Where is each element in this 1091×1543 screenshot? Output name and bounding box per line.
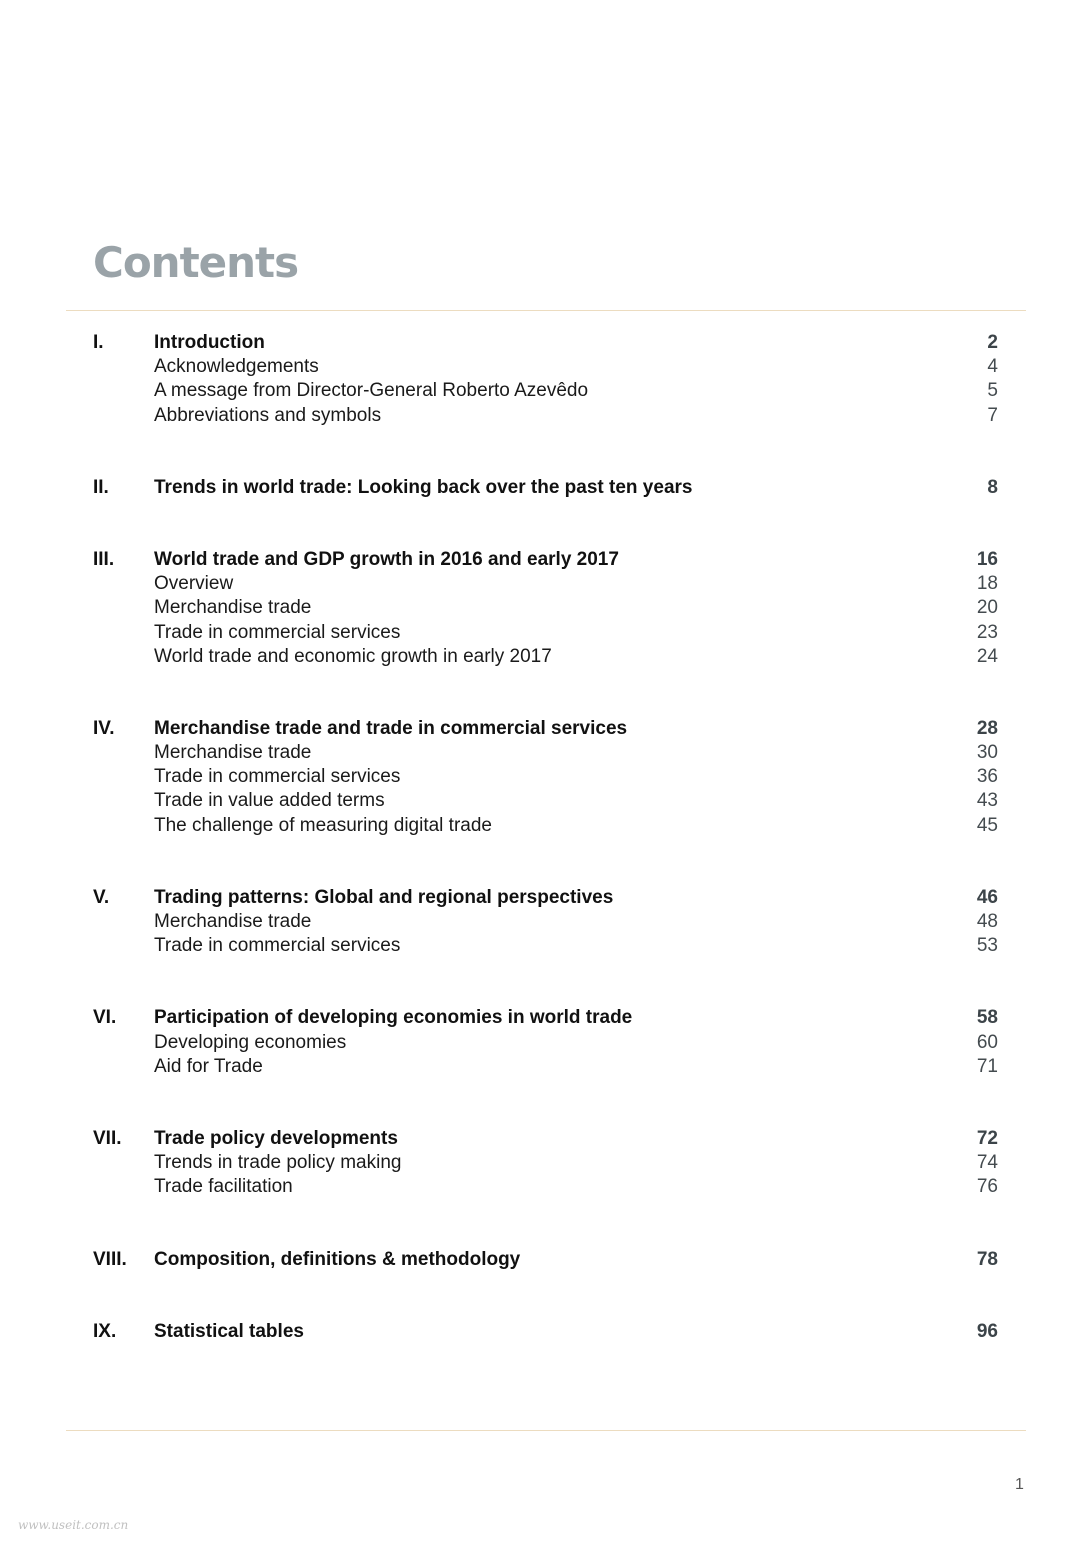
toc-subentry[interactable] <box>93 355 998 379</box>
subentry-page-number: 71 <box>976 1055 998 1077</box>
table-of-contents <box>93 331 998 1392</box>
subentry-title: Overview <box>154 573 234 595</box>
subentry-page-number: 74 <box>976 1152 998 1174</box>
toc-subentry[interactable] <box>93 934 998 958</box>
toc-section <box>93 1320 998 1344</box>
toc-section <box>93 717 998 838</box>
toc-chapter-entry[interactable] <box>93 717 998 741</box>
subentry-title: Trade in commercial services <box>154 766 401 788</box>
subentry-title: World trade and economic growth in early 2017 <box>154 645 552 667</box>
chapter-page-number: 8 <box>987 476 998 498</box>
toc-subentry[interactable] <box>93 1055 998 1079</box>
top-divider <box>66 310 1026 311</box>
toc-subentry[interactable] <box>93 645 998 669</box>
chapter-number: VIII. <box>93 1248 127 1270</box>
chapter-title: Composition, definitions & methodology <box>154 1248 521 1270</box>
chapter-title: Trade policy developments <box>154 1127 398 1149</box>
toc-section <box>93 1006 998 1079</box>
toc-chapter-entry[interactable] <box>93 476 998 500</box>
toc-subentry[interactable] <box>93 404 998 428</box>
subentry-title: The challenge of measuring digital trade <box>154 814 492 836</box>
subentry-title: A message from Director-General Roberto Azevêdo <box>154 380 589 402</box>
chapter-title: Merchandise trade and trade in commercial services <box>154 717 628 739</box>
chapter-page-number: 16 <box>976 548 998 570</box>
subentry-page-number: 60 <box>976 1031 998 1053</box>
subentry-title: Merchandise trade <box>154 597 312 619</box>
subentry-page-number: 7 <box>987 404 998 426</box>
toc-chapter-entry[interactable] <box>93 1006 998 1030</box>
toc-subentry[interactable] <box>93 1031 998 1055</box>
subentry-page-number: 18 <box>976 573 998 595</box>
chapter-title: World trade and GDP growth in 2016 and early 2017 <box>154 548 619 570</box>
toc-chapter-entry[interactable] <box>93 1248 998 1272</box>
subentry-title: Trade in value added terms <box>154 790 385 812</box>
chapter-title: Statistical tables <box>154 1320 304 1342</box>
page-number: 1 <box>1015 1476 1024 1493</box>
subentry-page-number: 45 <box>976 814 998 836</box>
chapter-page-number: 96 <box>976 1320 998 1342</box>
subentry-page-number: 36 <box>976 766 998 788</box>
chapter-page-number: 28 <box>976 717 998 739</box>
toc-subentry[interactable] <box>93 910 998 934</box>
toc-subentry[interactable] <box>93 814 998 838</box>
subentry-title: Merchandise trade <box>154 742 312 764</box>
chapter-number: IV. <box>93 717 115 739</box>
toc-subentry[interactable] <box>93 1175 998 1199</box>
chapter-page-number: 58 <box>976 1007 998 1029</box>
chapter-title: Introduction <box>154 332 265 353</box>
subentry-page-number: 76 <box>976 1176 998 1198</box>
subentry-title: Aid for Trade <box>154 1055 263 1077</box>
subentry-page-number: 5 <box>987 380 998 402</box>
subentry-title: Merchandise trade <box>154 911 312 932</box>
subentry-title: Trade in commercial services <box>154 621 401 643</box>
chapter-number: III. <box>93 548 115 570</box>
toc-subentry[interactable] <box>93 765 998 789</box>
subentry-title: Trade in commercial services <box>154 935 401 957</box>
toc-section <box>93 1248 998 1272</box>
toc-subentry[interactable] <box>93 572 998 596</box>
toc-chapter-entry[interactable] <box>93 1127 998 1151</box>
toc-section <box>93 886 998 959</box>
chapter-number: VI. <box>93 1007 117 1029</box>
toc-subentry[interactable] <box>93 621 998 645</box>
toc-chapter-entry[interactable] <box>93 548 998 572</box>
toc-subentry[interactable] <box>93 789 998 813</box>
subentry-title: Acknowledgements <box>154 356 319 378</box>
chapter-number: I. <box>93 332 104 353</box>
subentry-page-number: 53 <box>976 935 998 957</box>
toc-chapter-entry[interactable] <box>93 886 998 910</box>
toc-subentry[interactable] <box>93 379 998 403</box>
subentry-page-number: 24 <box>976 645 998 667</box>
subentry-title: Developing economies <box>154 1031 347 1053</box>
subentry-page-number: 4 <box>987 356 998 378</box>
watermark: www.useit.com.cn <box>18 1518 129 1532</box>
chapter-title: Trends in world trade: Looking back over the past ten years <box>154 476 693 498</box>
toc-section <box>93 548 998 669</box>
chapter-page-number: 2 <box>987 332 998 353</box>
bottom-divider <box>66 1430 1026 1431</box>
chapter-number: V. <box>93 886 110 908</box>
subentry-page-number: 43 <box>976 790 998 812</box>
toc-subentry[interactable] <box>93 1151 998 1175</box>
chapter-page-number: 72 <box>976 1127 998 1149</box>
toc-chapter-entry[interactable] <box>93 331 998 355</box>
subentry-title: Trade facilitation <box>154 1176 293 1198</box>
chapter-page-number: 46 <box>976 886 998 908</box>
toc-subentry[interactable] <box>93 741 998 765</box>
chapter-number: II. <box>93 476 109 498</box>
chapter-title: Participation of developing economies in world trade <box>154 1007 633 1029</box>
toc-chapter-entry[interactable] <box>93 1320 998 1344</box>
subentry-title: Abbreviations and symbols <box>154 404 382 426</box>
chapter-number: IX. <box>93 1320 117 1342</box>
toc-section <box>93 1127 998 1200</box>
subentry-page-number: 23 <box>976 621 998 643</box>
subentry-page-number: 48 <box>976 911 998 932</box>
toc-subentry[interactable] <box>93 596 998 620</box>
subentry-title: Trends in trade policy making <box>154 1152 402 1174</box>
toc-section <box>93 331 998 428</box>
page-title: Contents <box>93 238 299 287</box>
chapter-number: VII. <box>93 1127 122 1149</box>
subentry-page-number: 20 <box>976 597 998 619</box>
chapter-page-number: 78 <box>976 1248 998 1270</box>
chapter-title: Trading patterns: Global and regional perspectives <box>154 886 614 908</box>
subentry-page-number: 30 <box>976 742 998 764</box>
toc-section <box>93 476 998 500</box>
